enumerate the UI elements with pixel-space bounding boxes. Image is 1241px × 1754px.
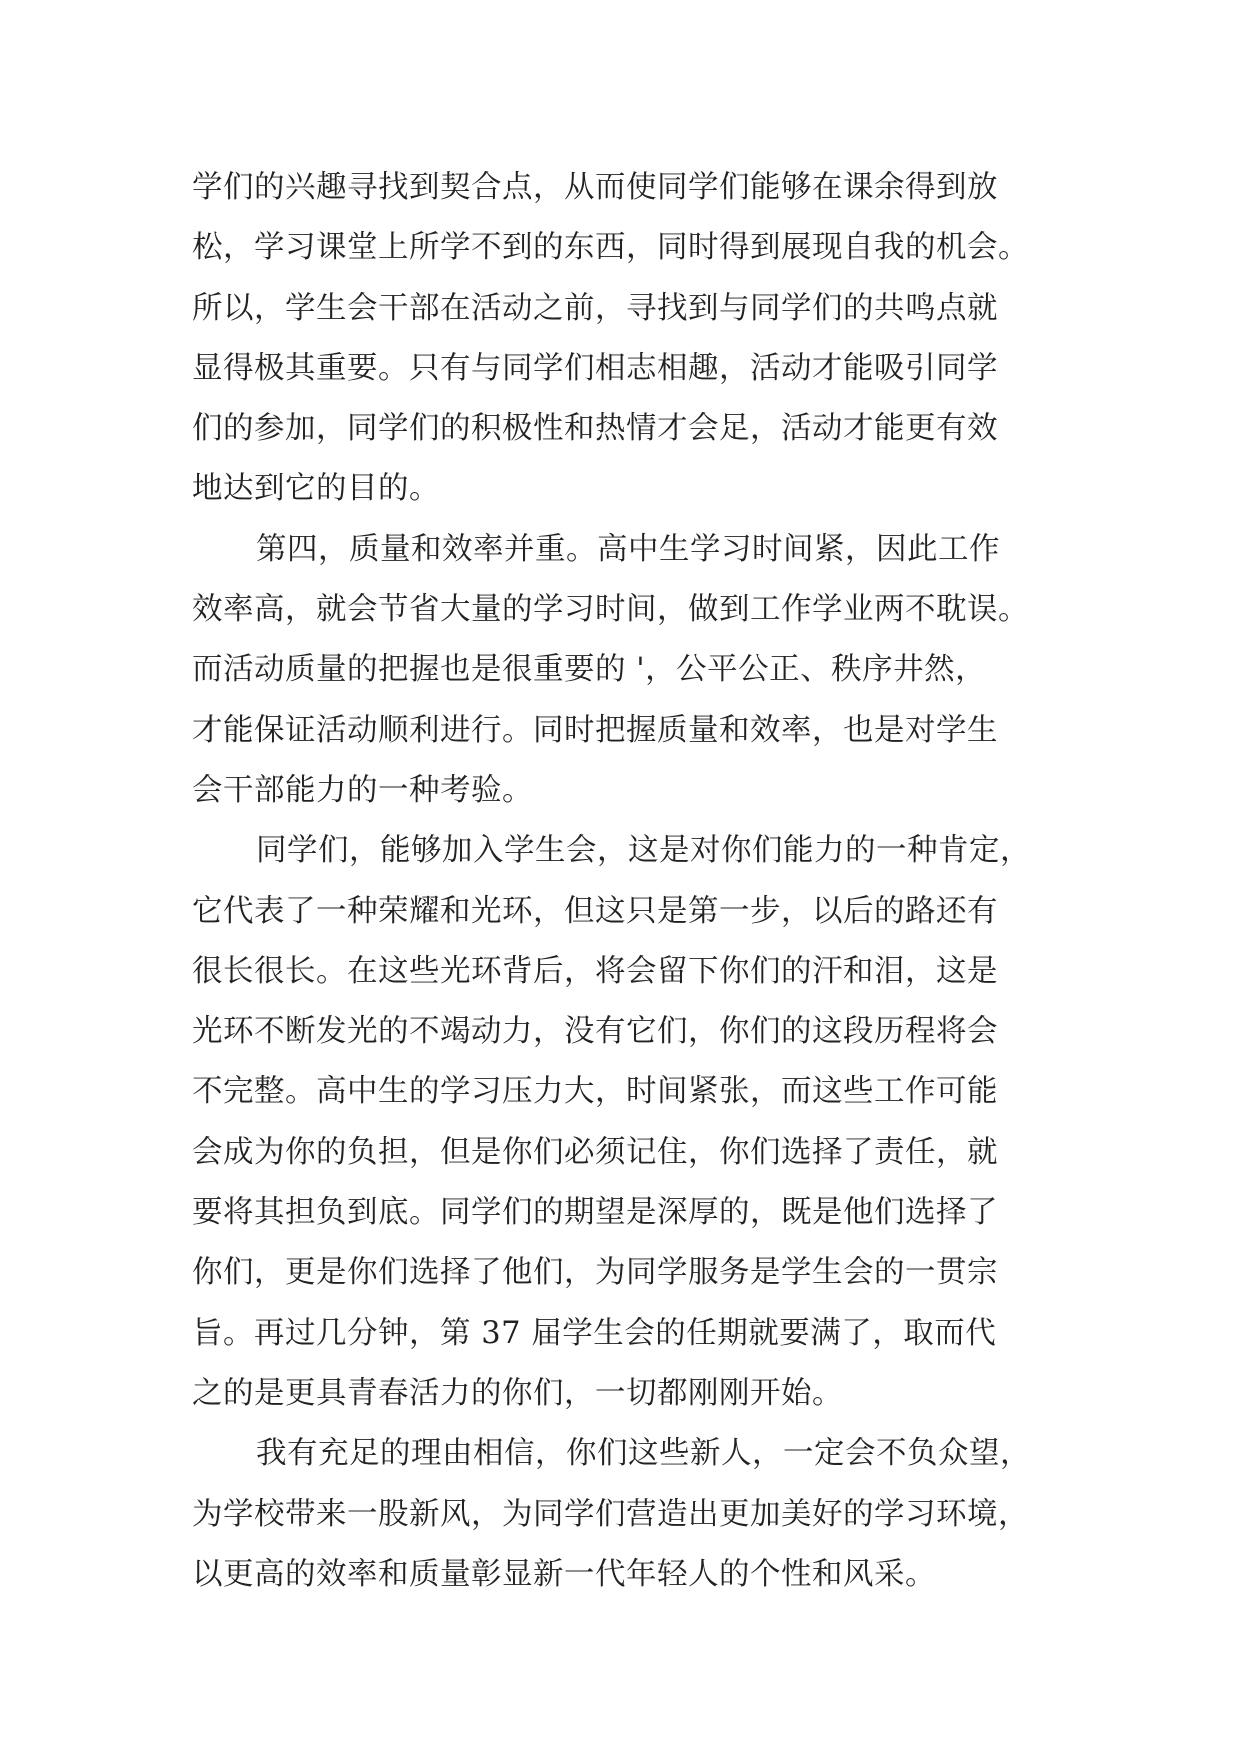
document-body — [192, 158, 1052, 1605]
text-line: 而活动质量的把握也是很重要的 '，公平公正、秩序井然， — [192, 652, 987, 688]
text-line: 会成为你的负担，但是你们必须记住，你们选择了责任，就 — [192, 1134, 998, 1170]
text-line: 所以，学生会干部在活动之前，寻找到与同学们的共鸣点就 — [192, 290, 998, 326]
text-line: 很长很长。在这些光环背后，将会留下你们的汗和泪，这是 — [192, 953, 998, 989]
text-line: 为学校带来一股新风，为同学们营造出更加美好的学习环境， — [192, 1496, 1029, 1532]
text-line: 旨。再过几分钟，第 37 届学生会的任期就要满了，取而代 — [192, 1315, 997, 1351]
text-line: 你们，更是你们选择了他们，为同学服务是学生会的一贯宗 — [192, 1255, 998, 1291]
text-line: 才能保证活动顺利进行。同时把握质量和效率，也是对学生 — [192, 712, 998, 748]
text-line: 效率高，就会节省大量的学习时间，做到工作学业两不耽误。 — [192, 592, 1029, 628]
paragraph-first-line: 第四，质量和效率并重。高中生学习时间紧，因此工作 — [256, 531, 1000, 567]
text-line: 们的参加，同学们的积极性和热情才会足，活动才能更有效 — [192, 411, 998, 447]
text-line: 会干部能力的一种考验。 — [192, 772, 533, 808]
text-line: 以更高的效率和质量彰显新一代年轻人的个性和风采。 — [192, 1556, 936, 1592]
text-line: 地达到它的目的。 — [192, 471, 440, 507]
paragraph-first-line: 我有充足的理由相信，你们这些新人，一定会不负众望， — [256, 1436, 1031, 1472]
text-line: 不完整。高中生的学习压力大，时间紧张，而这些工作可能 — [192, 1074, 998, 1110]
text-line: 之的是更具青春活力的你们，一切都刚刚开始。 — [192, 1375, 843, 1411]
paragraph-first-line: 同学们，能够加入学生会，这是对你们能力的一种肯定， — [256, 833, 1031, 869]
text-line: 要将其担负到底。同学们的期望是深厚的，既是他们选择了 — [192, 1195, 998, 1231]
text-line: 光环不断发光的不竭动力，没有它们，你们的这段历程将会 — [192, 1014, 998, 1050]
text-line: 显得极其重要。只有与同学们相志相趣，活动才能吸引同学 — [192, 350, 998, 386]
text-line: 松，学习课堂上所学不到的东西，同时得到展现自我的机会。 — [192, 230, 1029, 266]
text-line: 学们的兴趣寻找到契合点，从而使同学们能够在课余得到放 — [192, 170, 998, 205]
text-line: 它代表了一种荣耀和光环，但这只是第一步，以后的路还有 — [192, 893, 998, 929]
